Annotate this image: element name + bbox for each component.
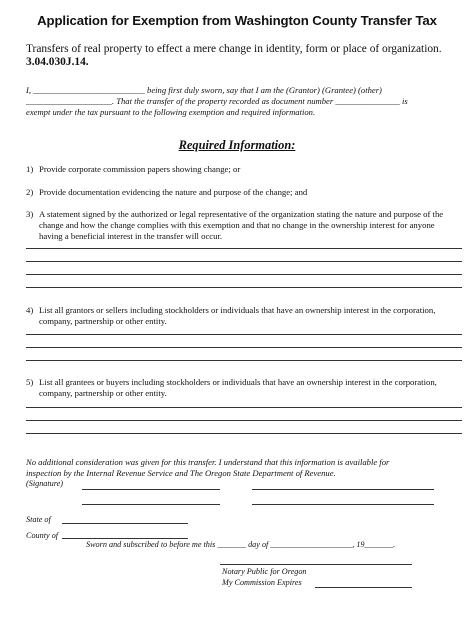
answer-line[interactable] <box>26 420 462 421</box>
answer-line[interactable] <box>26 433 462 434</box>
required-information-heading: Required Information: <box>178 138 296 152</box>
item-text: List all grantors or sellers including stockholders or individuals that have an ownership interest in the corporation, company, partnership or other entity. <box>39 305 436 326</box>
requirement-item-5 <box>26 377 456 399</box>
item-number: 3) <box>26 209 34 219</box>
statement-line-2: inspection by the Internal Revenue Service and The Oregon State Department of Revenue. <box>26 467 336 478</box>
requirement-item-2 <box>26 187 456 198</box>
answer-line[interactable] <box>26 360 462 361</box>
item-number: 2) <box>26 187 34 197</box>
signature-label: (Signature) <box>26 479 63 488</box>
answer-line[interactable] <box>26 248 462 249</box>
statement-line-1: No additional consideration was given for this transfer. I understand that this information is available for <box>26 457 390 467</box>
answer-line[interactable] <box>26 261 462 262</box>
signature-line[interactable] <box>82 489 220 490</box>
answer-line[interactable] <box>26 287 462 288</box>
code-reference: 3.04.030J.14. <box>26 56 89 68</box>
commission-expires-field[interactable] <box>315 587 412 588</box>
county-label: County of <box>26 531 59 540</box>
signature-line-secondary-2[interactable] <box>252 504 434 505</box>
subtitle-text: Transfers of real property to effect a mere change in identity, form or place of organization. <box>26 43 442 55</box>
item-text: Provide corporate commission papers showing change; or <box>39 164 241 174</box>
state-label: State of <box>26 515 51 524</box>
answer-line[interactable] <box>26 334 462 335</box>
oath-paragraph <box>26 85 456 118</box>
item-text: Provide documentation evidencing the nature and purpose of the change; and <box>39 187 308 197</box>
requirement-item-3 <box>26 209 456 242</box>
consideration-statement <box>26 457 446 478</box>
signature-line-secondary[interactable] <box>252 489 434 490</box>
oath-line-1: I, __________________________ being first duly sworn, say that I am the (Grantor) (Grantee) (other) <box>26 85 382 95</box>
county-field[interactable] <box>62 538 188 539</box>
item-number: 5) <box>26 377 34 387</box>
item-text: List all grantees or buyers including stockholders or individuals that have an ownership interest in the corporation, company, partnership or other entity. <box>39 377 437 398</box>
oath-line-2: ____________________. That the transfer of the property recorded as document number _______________ is <box>26 96 408 106</box>
form-title: Application for Exemption from Washington County Transfer Tax <box>37 13 437 28</box>
requirement-item-4 <box>26 305 456 327</box>
form-subtitle <box>26 43 456 69</box>
answer-line[interactable] <box>26 407 462 408</box>
commission-expires-label: My Commission Expires <box>222 578 302 587</box>
item-number: 1) <box>26 164 34 174</box>
state-field[interactable] <box>62 523 188 524</box>
item-text: A statement signed by the authorized or legal representative of the organization stating the nature and purpose of the change and how the change complies with this exemption and that no change in the ownership interest for anyone having a beneficial interest in the transfer will occur. <box>39 209 444 241</box>
answer-line[interactable] <box>26 347 462 348</box>
oath-line-3: exempt under the tax pursuant to the following exemption and required information. <box>26 107 316 117</box>
answer-line[interactable] <box>26 274 462 275</box>
signature-line-2[interactable] <box>82 504 220 505</box>
sworn-statement: Sworn and subscribed to before me this _______ day of ____________________, 19_______. <box>86 540 396 549</box>
item-number: 4) <box>26 305 34 315</box>
requirement-item-1 <box>26 164 456 175</box>
notary-signature-line[interactable] <box>220 564 412 565</box>
notary-label: Notary Public for Oregon <box>222 567 307 576</box>
